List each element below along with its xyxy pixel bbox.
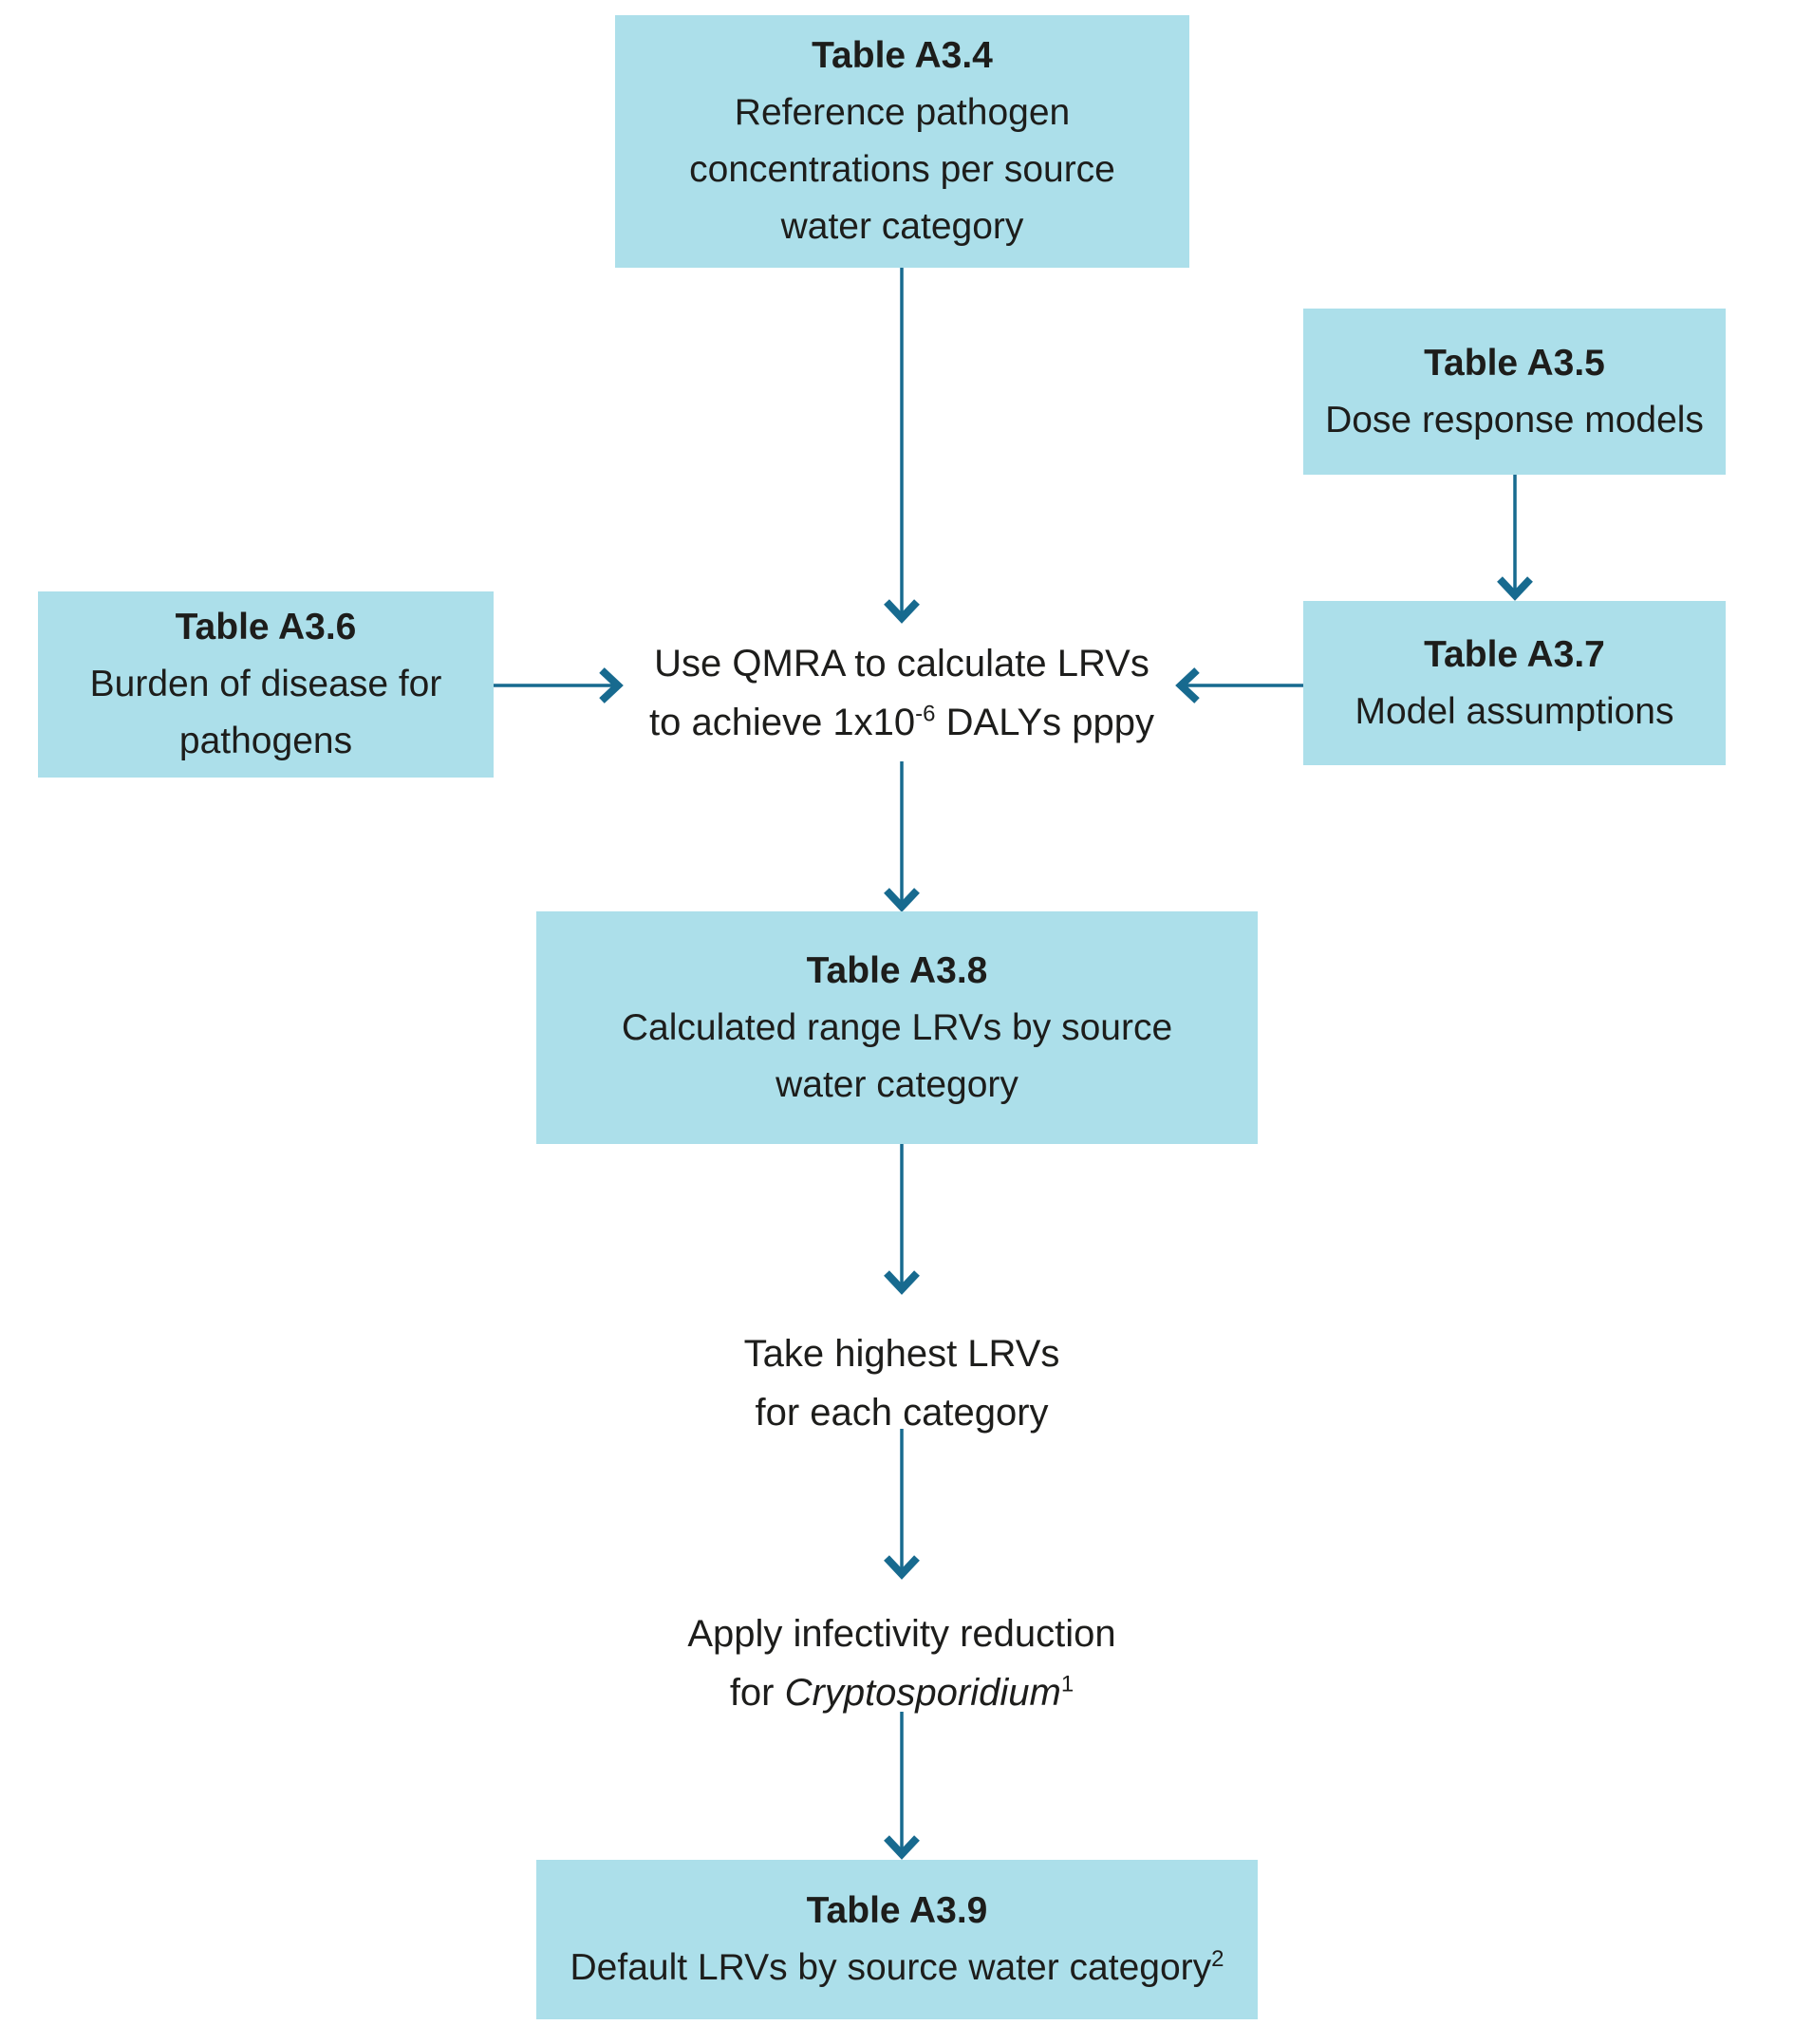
box-table-a3-8-title: Table A3.8 <box>806 949 988 991</box>
box-table-a3-8 <box>536 911 1258 1144</box>
step-infectivity <box>522 1604 1281 1722</box>
arrow-a34-to-qmra <box>887 268 917 618</box>
box-table-a3-7 <box>1303 601 1726 765</box>
arrow-infectivity-to-a39 <box>887 1712 917 1854</box>
box-table-a3-9-body: Default LRVs by source water category$^2$ <box>570 1946 1224 1988</box>
box-table-a3-9-title: Table A3.9 <box>806 1890 988 1931</box>
step-infectivity-line1: Apply infectivity reduction <box>687 1613 1116 1655</box>
box-table-a3-6 <box>38 591 494 778</box>
step-qmra <box>522 634 1281 752</box>
step-qmra-superscript: -6 <box>915 701 936 727</box>
step-infectivity-superscript: 1 <box>1060 1671 1075 1697</box>
box-table-a3-7-title: Table A3.7 <box>1424 633 1605 675</box>
step-qmra-line2: to achieve $1x10^{-6}$ DALYs pppy <box>648 701 1155 743</box>
box-table-a3-4 <box>615 15 1189 268</box>
box-table-a3-5-body: Dose response models <box>1325 399 1704 441</box>
box-table-a3-6-title: Table A3.6 <box>175 607 357 647</box>
box-table-a3-8-body: Calculated range LRVs by source water category <box>621 1006 1173 1105</box>
step-infectivity-line2: for Cryptosporidium$^1$ <box>729 1671 1075 1714</box>
arrow-take-highest-to-infectivity <box>887 1429 917 1574</box>
box-table-a3-7-body: Model assumptions <box>1355 690 1674 732</box>
box-table-a3-4-body: Reference pathogen concentrations per source water category <box>689 92 1115 247</box>
arrow-a35-to-a37 <box>1500 475 1530 595</box>
box-table-a3-9-superscript: 2 <box>1211 1946 1224 1972</box>
step-take-highest-line1: Take highest LRVs <box>743 1333 1060 1375</box>
box-table-a3-4-title: Table A3.4 <box>812 35 993 76</box>
box-table-a3-9 <box>536 1860 1258 2019</box>
step-take-highest-line2: for each category <box>755 1392 1049 1434</box>
arrow-qmra-to-a38 <box>887 761 917 907</box>
box-table-a3-5-title: Table A3.5 <box>1424 342 1605 384</box>
step-take-highest <box>522 1324 1281 1442</box>
arrow-a38-to-take-highest <box>887 1144 917 1289</box>
step-infectivity-pathogen: Cryptosporidium <box>784 1672 1061 1714</box>
step-qmra-line1: Use QMRA to calculate LRVs <box>654 643 1149 684</box>
box-table-a3-6-body: Burden of disease for pathogens <box>89 664 442 761</box>
box-table-a3-5 <box>1303 309 1726 475</box>
